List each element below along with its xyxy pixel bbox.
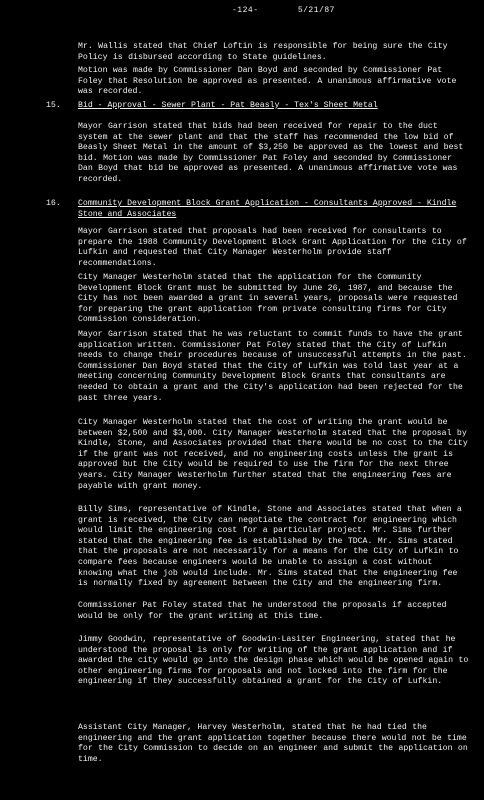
paragraph-item16-5: Billy Sims, representative of Kindle, Stone and Associates stated that when a grant is received, the City can negotiate the contract for engineering which would limit the engineering cost for a particular project. Mr. Sims further stated that the engineering fee is established by the TDCA. Mr. Sims stated that the proposals are not necessarily for a means for the City of Lufkin to compare fees because engineers would be unable to assign a cost without knowing what the job would include. Mr. Sims stated that the engineering fee is normally fixed by agreement between the City and the engineering firm. bbox=[78, 505, 462, 589]
item-title: Community Development Block Grant Application - Consultants Approved - Kindle Stone and Associates bbox=[78, 199, 457, 219]
paragraph-item15-body: Mayor Garrison stated that bids had been received for repair to the duct system at the sewer plant and that the staff has recommended the low bid of Beasly Sheet Metal in the amount of $3,250 be approved as the lowest and best bid. Motion was made by Commissioner Pat Foley and seconded by Commissioner Dan Boyd that bid be approved as presented. A unanimous affirmative vote was recorded. bbox=[78, 122, 464, 184]
paragraph-motion-resolution: Motion was made by Commissioner Dan Boyd and seconded by Commissioner Pat Foley that Resolution be approved as presented. A unanimous affirmative vote was recorded. bbox=[78, 66, 457, 97]
paragraph-loftin: Mr. Wallis stated that Chief Loftin is responsible for being sure the City Policy is disbursed according to State guidelines. bbox=[78, 42, 448, 62]
item-title: Bid - Approval - Sewer Plant - Pat Beasly - Tex's Sheet Metal bbox=[78, 101, 378, 110]
page-header bbox=[232, 6, 369, 15]
paragraph-item16-1: Mayor Garrison stated that proposals had been received for consultants to prepare the 1988 Community Development Block Grant Application for the City of Lufkin and requested that City Manager Westerholm provide staff recommendations. bbox=[78, 227, 467, 268]
item-number: 15. bbox=[46, 101, 61, 110]
paragraph-item16-6: Commissioner Pat Foley stated that he understood the proposals if accepted would be only for the grant writing at this time. bbox=[78, 601, 447, 621]
paragraph-item16-4: City Manager Westerholm stated that the cost of writing the grant would be between $2,500 and $3,000. City Manager Westerholm stated that the proposal by Kindle, Stone, and Associates provided that there would be no cost to the City if the grant was not received, and no engineering costs unless the grant is approved but the City would be required to use the firm for the next three years. City Manager Westerholm further stated that the engineering fees are payable with grant money. bbox=[78, 418, 468, 491]
paragraph-item16-3: Mayor Garrison stated that he was reluctant to commit funds to have the grant application written. Commissioner Pat Foley stated that the City of Lufkin needs to change their procedures because of unsuccessful attempts in the past. Commissioner Dan Boyd stated that the City of Lufkin was told last year at a meeting concerning Community Development Block Grants that consultants are needed to obtain a grant and the City's application had been rejected for the past three years. bbox=[78, 330, 467, 403]
page-number: -124- bbox=[232, 6, 259, 15]
page-date: 5/21/87 bbox=[297, 6, 335, 15]
paragraph-item16-8: Assistant City Manager, Harvey Westerholm, stated that he had tied the engineering and the grant application together because there would not be time for the City Commission to decide on an engineer and submit the application on time. bbox=[78, 723, 468, 764]
paragraph-item16-7: Jimmy Goodwin, representative of Goodwin-Lasiter Engineering, stated that he understood the proposal is only for writing of the grant application and if awarded the city would go into the design phase which would be opened again to other engineering firms for proposals and not locked into the firm for the engineering if they successfully obtained a grant for the City of Lufkin. bbox=[78, 635, 469, 687]
item-number: 16. bbox=[46, 199, 61, 208]
paragraph-item16-2: City Manager Westerholm stated that the application for the Community Development Block Grant must be submitted by June 26, 1987, and because the City has not been awarded a grant in several years, proposals were requested for preparing the grant application from private consulting firms for City Commission consideration. bbox=[78, 273, 458, 325]
